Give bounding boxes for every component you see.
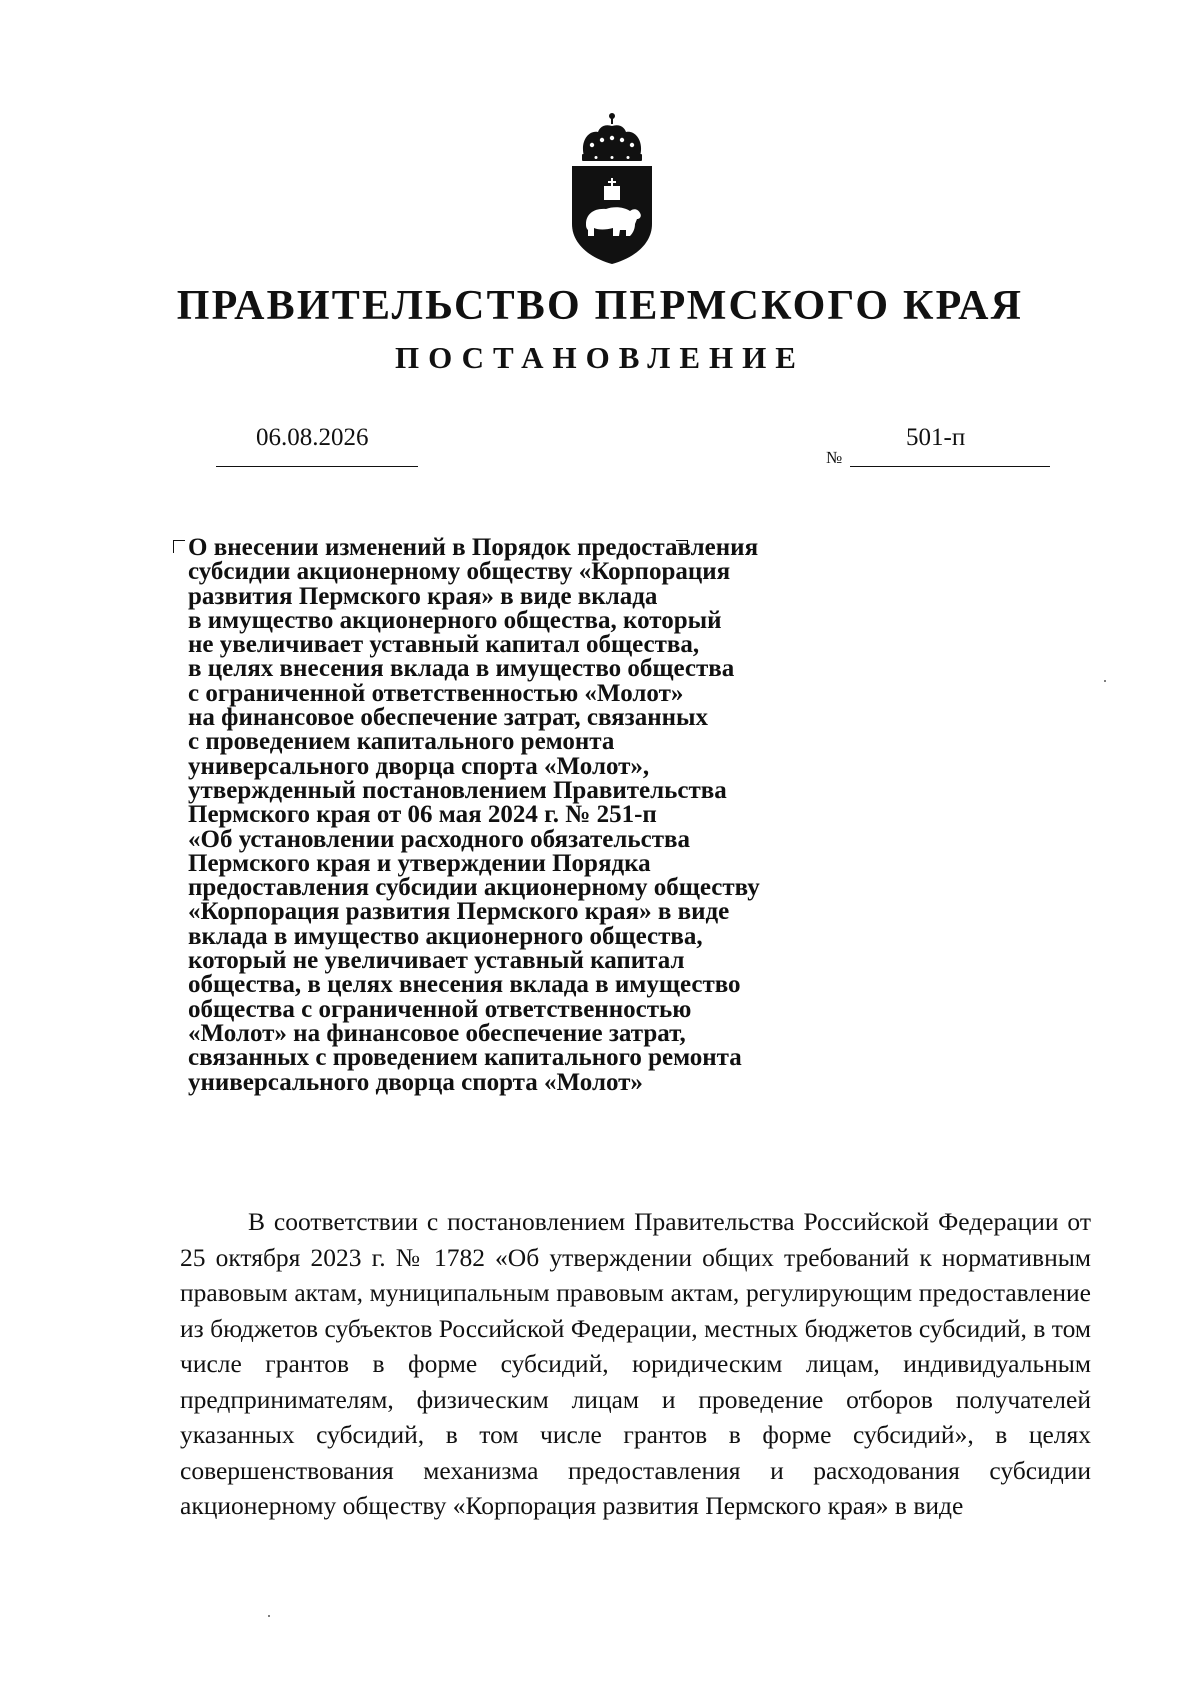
subject-line: который не увеличивает уставный капитал	[188, 947, 685, 975]
date-field	[216, 424, 418, 467]
subject-line: «Молот» на финансовое обеспечение затрат,	[188, 1019, 686, 1047]
subject-line: с проведением капитального ремонта	[188, 728, 615, 756]
subject-line: на финансовое обеспечение затрат, связанных	[188, 704, 709, 732]
subject-line: в имущество акционерного общества, который	[188, 606, 722, 634]
subject-bracket-left	[173, 540, 185, 553]
document-number: 501-п	[906, 424, 966, 451]
body-paragraph: В соответствии с постановлением Правительства Российской Федерации от 25 октября 2023 г. № 1782 «Об утверждении общих требований к нормативным правовым актам, муниципальным правовым актам, регулирующим предоставление из бюджетов субъектов Российской Федерации, местных бюджетов субсидий, в том числе грантов в форме субсидий, юридическим лицам, индивидуальным предпринимателям, физическим лицам и проведение отборов получателей указанных субсидий, в том числе грантов в форме субсидий», в целях совершенствования механизма предоставления и расходования субсидии акционерному обществу «Корпорация развития Пермского края» в виде	[180, 1207, 1091, 1520]
subject-line: предоставления субсидии акционерному обществу	[188, 874, 760, 902]
subject-line: развития Пермского края» в виде вклада	[188, 582, 658, 610]
scan-artifact	[1104, 680, 1106, 682]
number-field	[850, 424, 1050, 467]
subject-line: общества, в целях внесения вклада в имущество	[188, 971, 741, 999]
scan-artifact	[268, 1615, 270, 1617]
subject-line: универсального дворца спорта «Молот»,	[188, 752, 650, 780]
coat-of-arms-icon	[566, 112, 658, 264]
document-date: 06.08.2026	[256, 424, 369, 451]
subject-line: О внесении изменений в Порядок предоставления	[188, 534, 759, 561]
document-type: ПОСТАНОВЛЕНИЕ	[395, 340, 805, 375]
subject-line: «Корпорация развития Пермского края» в виде	[188, 898, 730, 926]
subject-line: не увеличивает уставный капитал общества,	[188, 631, 700, 659]
subject-line: вклада в имущество акционерного общества,	[188, 922, 703, 950]
subject-line: связанных с проведением капитального ремонта	[188, 1044, 742, 1072]
subject-line: общества с ограниченной ответственностью	[188, 995, 692, 1023]
document-subject	[188, 536, 888, 1095]
subject-line: утвержденный постановлением Правительства	[188, 776, 727, 804]
subject-line: субсидии акционерному обществу «Корпорация	[188, 558, 731, 586]
org-title: ПРАВИТЕЛЬСТВО ПЕРМСКОГО КРАЯ	[176, 283, 1024, 329]
subject-line: Пермского края от 06 мая 2024 г. № 251-п	[188, 801, 657, 829]
subject-line: в целях внесения вклада в имущество общества	[188, 655, 735, 683]
subject-line: «Об установлении расходного обязательства	[188, 825, 690, 853]
subject-line: универсального дворца спорта «Молот»	[188, 1068, 643, 1096]
number-label: №	[826, 448, 843, 467]
subject-line: Пермского края и утверждении Порядка	[188, 849, 651, 877]
subject-line: с ограниченной ответственностью «Молот»	[188, 679, 684, 707]
